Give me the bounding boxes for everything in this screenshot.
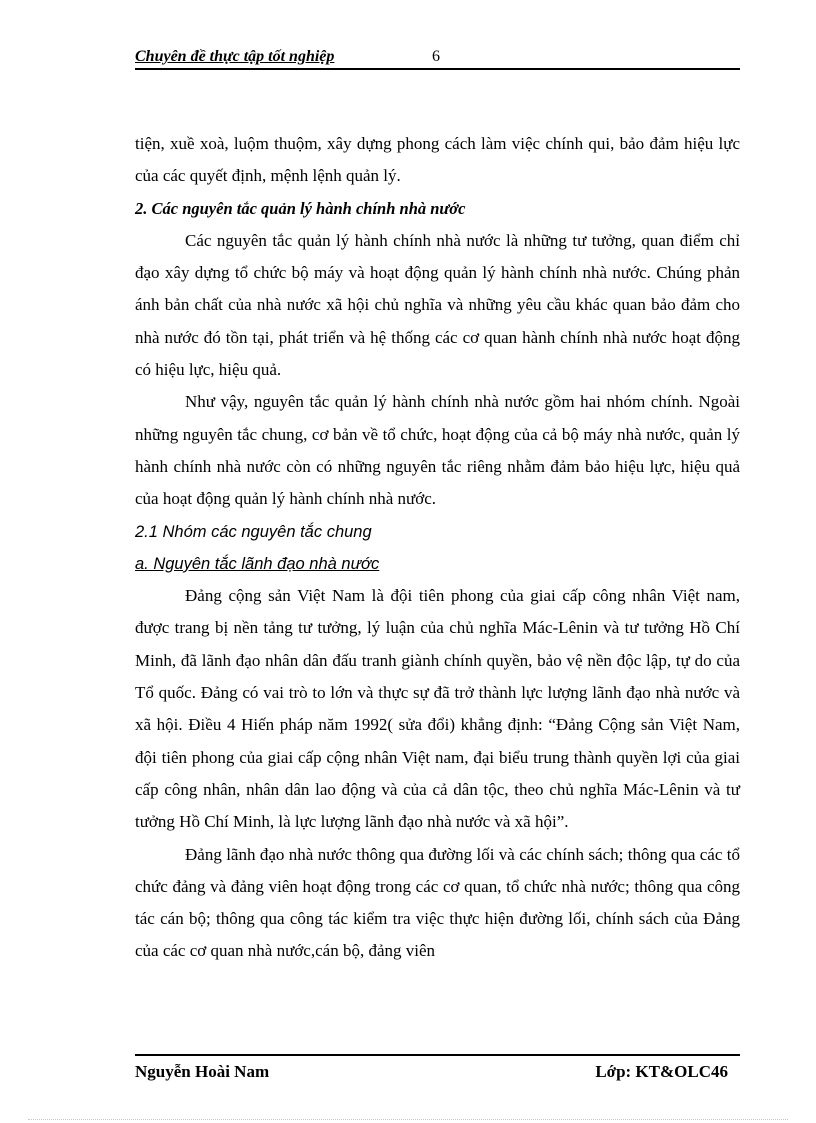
page-number: 6: [432, 48, 440, 65]
paragraph-principles-groups: Như vậy, nguyên tắc quản lý hành chính nhà nước gồm hai nhóm chính. Ngoài những nguyên tắc chung, cơ bản về tổ chức, hoạt động của cả bộ máy nhà nước, quản lý hành chính nhà nước còn có những nguyên tắc riêng nhằm đảm bảo hiệu lực, hiệu quả của hoạt động quản lý hành chính nhà nước.: [135, 392, 740, 509]
footer-author: Nguyễn Hoài Nam: [135, 1062, 270, 1081]
subsection-heading-2-1: 2.1 Nhóm các nguyên tắc chung: [135, 522, 372, 541]
paragraph-party-leadership: Đảng cộng sản Việt Nam là đội tiên phong của giai cấp công nhân Việt nam, được trang bị nền tảng tư tưởng, lý luận của chủ nghĩa Mác-Lênin và tư tưởng Hồ Chí Minh, đã lãnh đạo nhân dân đấu tranh giành chính quyền, bảo vệ nền độc lập, tự do của Tổ quốc. Đảng có vai trò to lớn và thực sự đã trở thành lực lượng lãnh đạo nhà nước và xã hội. Điều 4 Hiến pháp năm 1992( sửa đổi) khẳng định: “Đảng Cộng sản Việt Nam, đội tiên phong của giai cấp cộng nhân Việt nam, đại biểu trung thành quyền lợi của giai cấp công nhân, nhân dân lao động và của cả dân tộc, theo chủ nghĩa Mác-Lênin và tư tưởng Hồ Chí Minh, là lực lượng lãnh đạo nhà nước và xã hội”.: [135, 586, 740, 832]
paragraph-continuation: tiện, xuề xoà, luộm thuộm, xây dựng phong cách làm việc chính qui, bảo đảm hiệu lực của các quyết định, mệnh lệnh quản lý.: [135, 134, 740, 186]
page-header: [135, 48, 740, 70]
document-body: [135, 128, 740, 968]
page-edge-divider: [28, 1119, 788, 1120]
subsection-heading-a: a. Nguyên tắc lãnh đạo nhà nước: [135, 554, 380, 573]
section-heading-2: 2. Các nguyên tắc quản lý hành chính nhà nước: [135, 198, 466, 218]
footer-class-label: Lớp: KT&OLC46: [595, 1062, 728, 1081]
page-footer: [135, 1054, 740, 1086]
header-title: Chuyên đề thực tập tốt nghiệp: [135, 48, 335, 65]
paragraph-principles-definition: Các nguyên tắc quản lý hành chính nhà nước là những tư tưởng, quan điểm chỉ đạo xây dựng tổ chức bộ máy và hoạt động quản lý hành chính nhà nước. Chúng phản ánh bản chất của nhà nước xã hội chủ nghĩa và những yêu cầu khác quan bảo đảm cho nhà nước đó tồn tại, phát triển và hệ thống các cơ quan hành chính nhà nước hoạt động có hiệu lực, hiệu quả.: [135, 230, 740, 380]
paragraph-leadership-methods: Đảng lãnh đạo nhà nước thông qua đường lối và các chính sách; thông qua các tổ chức đảng và đảng viên hoạt động trong các cơ quan, tổ chức nhà nước; thông qua công tác cán bộ; thông qua công tác kiểm tra việc thực hiện đường lối, chính sách của Đảng của các cơ quan nhà nước,cán bộ, đảng viên: [135, 844, 740, 961]
